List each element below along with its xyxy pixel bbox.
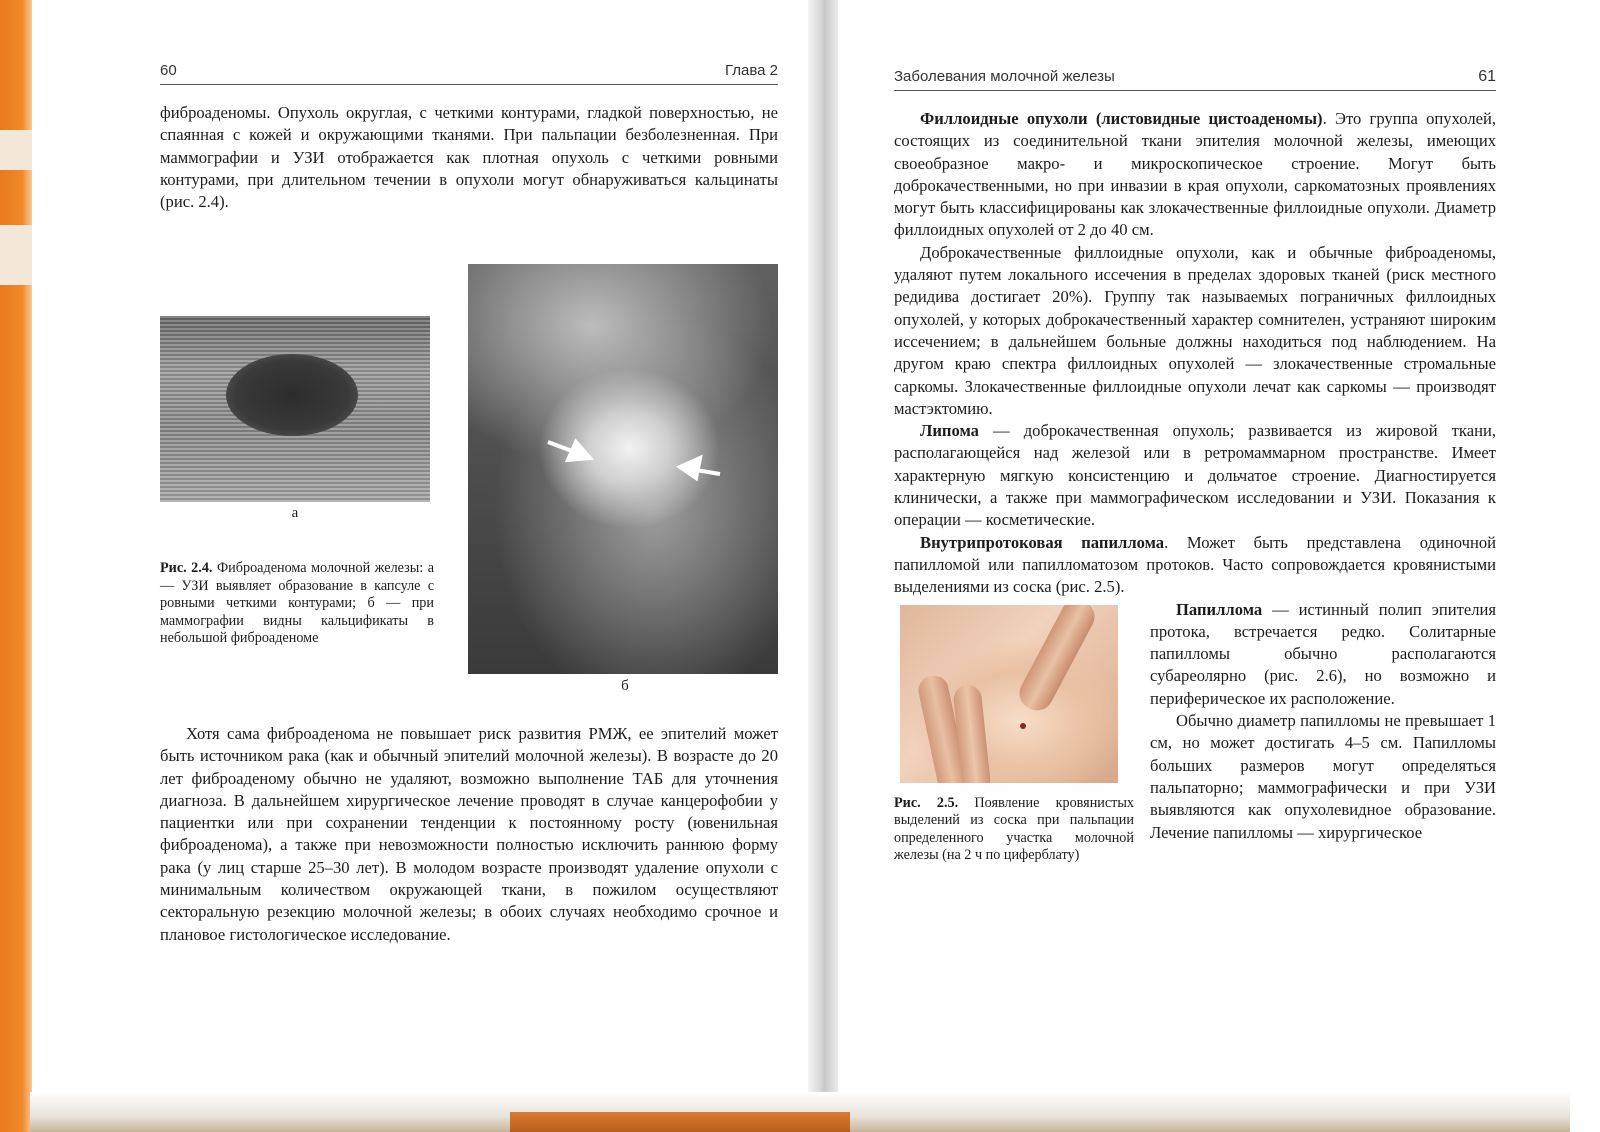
right-page [838, 0, 1600, 1100]
figure-2-4-caption [160, 560, 434, 648]
chapter-head: Глава 2 [724, 62, 778, 79]
figure-2-5-caption [894, 795, 1134, 865]
paragraph-fibroadenoma-intro: фиброаденомы. Опухоль округлая, с четкими контурами, гладкой поверхностью, не спаянная с кожей и окружающими тканями. При пальпации безболезненная. При маммографии и УЗИ отображается как плотная опухоль с четкими ровными контурами, при длительном течении в опухоли могут обнаруживаться кальцинаты (рис. 2.4). [160, 103, 778, 212]
term-intraductal-papilloma: Внутрипротоковая папиллома [920, 532, 1165, 552]
arrow-icons [468, 264, 778, 674]
mammogram-image [468, 264, 778, 674]
paragraph-lipoma [894, 420, 1496, 531]
right-page-text [894, 108, 1496, 865]
term-phyllodes: Филлоидные опухоли (листовидные цистоаденомы) [920, 109, 1323, 128]
left-page [0, 0, 808, 1100]
figure-label-a: а [291, 505, 299, 521]
paragraph-papilloma-size: Обычно диаметр папилломы не превышает 1 см, но может достигать 4–5 см. Папилломы больших размеров могут определяться пальпаторно; маммографически и при УЗИ выявляются как опухолевидное образование. Лечение папилломы — хирургическое [1150, 711, 1496, 842]
ultrasound-image [160, 316, 430, 502]
phyllodes-text: . Это группа опухолей, состоящих из соединительной ткани эпителия молочной железы, имеющих своеобразное макро- и микроскопическое строение. Могут быть доброкачественными, но при инвазии в края опухоли, саркоматозных проявлениях могут быть классифицированы как злокачественные филлоидные опухоли. Диаметр филлоидных опухолей от 2 до 40 см. [894, 109, 1496, 240]
caption-text: Фиброаденома молочной железы: а — УЗИ выявляет образование в капсуле с ровными четкими контурами; б — при маммографии видны кальцификаты в небольшой фиброаденоме [160, 560, 435, 646]
book-gutter [808, 0, 838, 1110]
term-lipoma: Липома [920, 421, 979, 441]
header-rule-right [894, 90, 1496, 91]
caption-label: Рис. 2.4. [160, 560, 213, 576]
nipple-discharge-spot [1020, 723, 1026, 729]
running-head-right: Заболевания молочной железы [894, 68, 1115, 85]
papilloma-text: — истинный полип эпителия протока, встречается редко. Солитарные папилломы обычно располагаются субареолярно (рис. 2.6), но возможно и периферическое их расположение. [1150, 599, 1496, 708]
paragraph-phyllodes [894, 108, 1496, 242]
figure-label-b: б [621, 678, 629, 694]
header-rule-left [160, 84, 778, 85]
lipoma-text: — доброкачественная опухоль; развивается из жировой ткани, располагающейся над железой или в ретромаммарном пространстве. Имеет характерную мягкую консистенцию и дольчатое строение. Диагностируется клинически, а также при маммографическом исследовании и УЗИ. Показания к операции — косметические. [894, 421, 1496, 530]
caption-text: Появление кровянистых выделений из соска при пальпации определенного участка молочной железы (на 2 ч по циферблату) [894, 794, 1135, 864]
figure-2-5 [894, 605, 1134, 865]
term-papilloma: Папиллома [1176, 599, 1263, 619]
paragraph-intraductal-papilloma [894, 532, 1496, 599]
caption-label: Рис. 2.5. [894, 794, 959, 811]
page-number-right: 61 [1478, 68, 1496, 85]
breast-palpation-photo [900, 605, 1118, 783]
paragraph-fibroadenoma-treatment: Хотя сама фиброаденома не повышает риск развития РМЖ, ее эпителий может быть источником рака (как и обычный эпителий молочной железы). В возрасте до 20 лет фиброаденому обычно не удаляют, возможно выполнение ТАБ для уточнения диагноза. В дальнейшем хирургическое лечение проводят в случае канцерофобии у пациентки или при сохранении тенденции к постоянному росту (ювенильная фиброаденома), а также при невозможности полностью исключить раннюю форму рака (у лиц старше 25–30 лет). В молодом возрасте производят удаление опухоли с минимальным количеством окружающей ткани, в пожилом осуществляют секторальную резекцию молочной железы; в обоих случаях необходимо срочное и плановое гистологическое исследование. [160, 724, 778, 944]
intraductal-papilloma-text: . Может быть представлена одиночной папилломой или папилломатозом протоков. Часто сопровождается кровянистыми выделениями из соска (рис. 2.5). [894, 532, 1496, 597]
paragraph-benign-phyllodes: Доброкачественные филлоидные опухоли, как и обычные фиброаденомы, удаляют путем локального иссечения в пределах здоровых тканей (риск местного редидива достигает 20%). Группу так называемых пограничных филлоидных опухолей, у которых доброкачественный характер сомнителен, устраняют широким иссечением; в дальнейшем больные должны находиться под наблюдением. На другом краю спектра филлоидных опухолей — злокачественные стромальные саркомы. Злокачественные филлоидные опухоли лечат как саркомы — производят мастэктомию. [894, 242, 1496, 418]
arrow-icon [680, 458, 720, 478]
page-number-left: 60 [160, 62, 177, 79]
arrow-icon [548, 442, 590, 460]
